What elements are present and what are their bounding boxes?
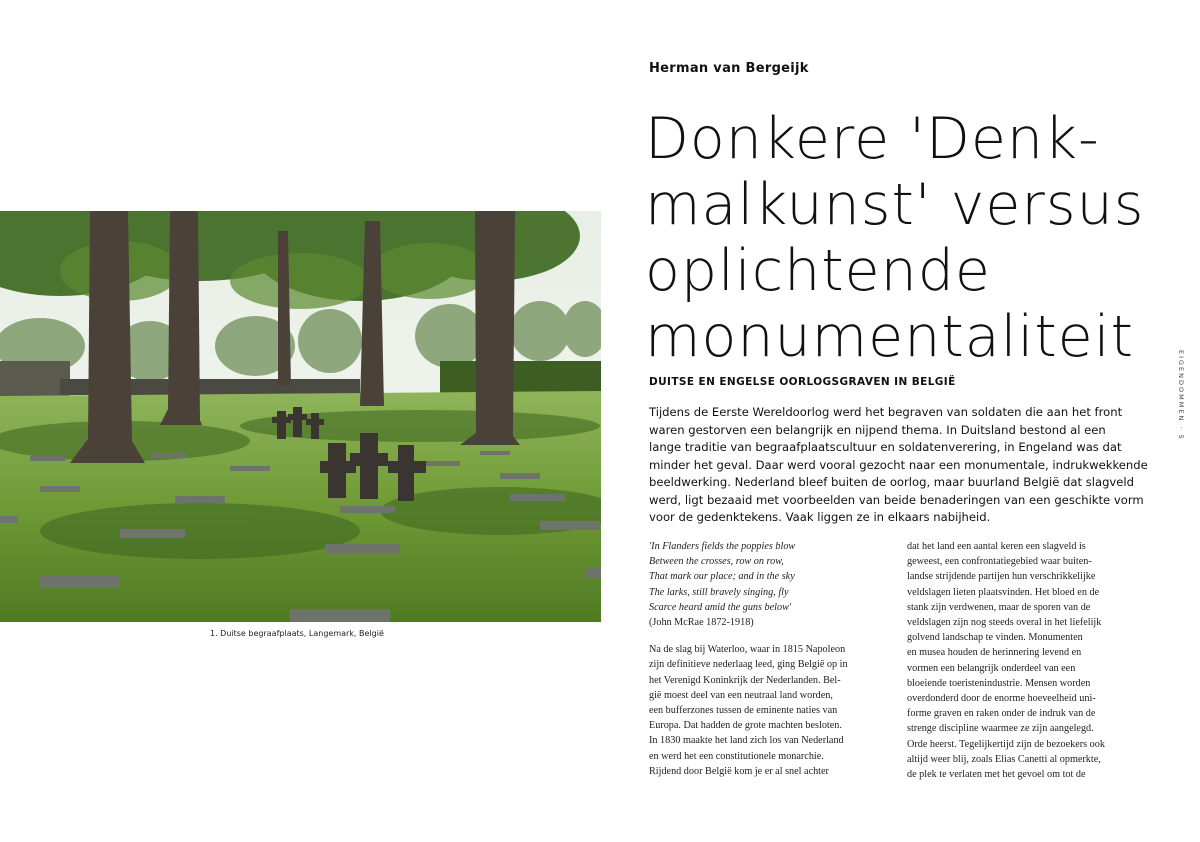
- body-line: stank zijn verdwenen, maar de sporen van de: [907, 601, 1091, 613]
- article-subtitle: DUITSE EN ENGELSE OORLOGSGRAVEN IN BELGIË: [649, 376, 956, 388]
- body-column-right: [907, 539, 1152, 782]
- lead-line: waren gestorven een belangrijk en nijpend thema. In Duitsland bestond al een: [649, 422, 1106, 437]
- body-line: forme graven en raken onder de indruk van de: [907, 708, 1096, 720]
- poem-line: Between the crosses, row on row,: [649, 556, 784, 568]
- body-line: dat het land een aantal keren een slagveld is: [907, 541, 1086, 552]
- poem-quote: [649, 539, 879, 630]
- body-column-left: [649, 539, 879, 779]
- body-line: en musea houden de herinnering levend en: [907, 647, 1082, 659]
- lead-line: minder het geval. Daar werd vooral gezocht naar een monumentale, indrukwekkende: [649, 457, 1148, 472]
- body-line: Orde heerst. Tegelijkertijd zijn de bezoekers ook: [907, 738, 1105, 750]
- body-line: veldslagen zijn nog steeds overal in het liefelijk: [907, 617, 1102, 629]
- body-line: golvend landschap te vinden. Monumenten: [907, 632, 1083, 644]
- body-line: In 1830 maakte het land zich los van Nederland: [649, 735, 844, 747]
- author-name: Herman van Bergeijk: [649, 61, 809, 76]
- body-line: de plek te verlaten met het gevoel om tot de: [907, 769, 1086, 781]
- body-line: altijd weer blij, zoals Elias Canetti al opmerkte,: [907, 753, 1101, 765]
- body-line: een bufferzones tussen de eminente naties van: [649, 705, 838, 717]
- running-head: EIGENDOMMEN · 5: [1177, 350, 1185, 441]
- poem-line: The larks, still bravely singing, fly: [649, 586, 789, 598]
- body-line: Europa. Dat hadden de grote machten besloten.: [649, 720, 842, 732]
- lead-line: lange traditie van begraafplaatscultuur en soldatenverering, in Engeland was dat: [649, 440, 1122, 454]
- body-line: overdonderd door de enorme hoeveelheid uni-: [907, 693, 1096, 705]
- body-line: bloeiende toeristenindustrie. Mensen worden: [907, 677, 1091, 689]
- cemetery-photo: [0, 211, 601, 622]
- body-line: het Verenigd Koninkrijk der Nederlanden. Bel-: [649, 674, 841, 686]
- body-line: landse strijdende partijen hun verschrikkelijke: [907, 571, 1096, 583]
- body-line: strenge discipline waarmee ze zijn aangelegd.: [907, 723, 1094, 735]
- title-line: malkunst' versus: [645, 172, 1145, 238]
- body-line: veldslagen lieten plaatsvinden. Het bloed en de: [907, 586, 1100, 598]
- title-line: monumentaliteit: [645, 304, 1134, 370]
- body-line: Na de slag bij Waterloo, waar in 1815 Napoleon: [649, 644, 846, 656]
- article-title: [645, 106, 1185, 370]
- body-line: Rijdend door België kom je er al snel achter: [649, 765, 829, 777]
- body-line: geweest, een confrontatiegebied waar buiten-: [907, 556, 1092, 568]
- body-line: zijn definitieve nederlaag leed, ging België op in: [649, 659, 848, 671]
- photo-caption: 1. Duitse begraafplaats, Langemark, België: [210, 629, 384, 638]
- lead-line: werd, ligt bezaaid met voorbeelden van beide benaderingen van een geschikte vorm: [649, 492, 1144, 507]
- body-line: vormen een belangrijk onderdeel van een: [907, 662, 1076, 674]
- body-line: gië moest deel van een neutraal land worden,: [649, 689, 833, 701]
- lead-line: beeldwerking. Nederland bleef buiten de oorlog, maar buurland België dat slagveld: [649, 475, 1135, 489]
- lead-line: Tijdens de Eerste Wereldoorlog werd het begraven van soldaten die aan het front: [649, 405, 1123, 419]
- poem-line: 'In Flanders fields the poppies blow: [649, 541, 796, 552]
- poem-credit: (John McRae 1872-1918): [649, 617, 754, 629]
- body-line: en werd het een constitutionele monarchie.: [649, 750, 824, 762]
- poem-line: Scarce heard amid the guns below': [649, 601, 792, 613]
- title-line: Donkere 'Denk-: [645, 106, 1100, 172]
- poem-line: That mark our place; and in the sky: [649, 571, 795, 583]
- title-line: oplichtende: [645, 238, 991, 304]
- lead-paragraph: [649, 404, 1159, 527]
- lead-line: voor de gedenktekens. Vaak liggen ze in elkaars nabijheid.: [649, 510, 991, 524]
